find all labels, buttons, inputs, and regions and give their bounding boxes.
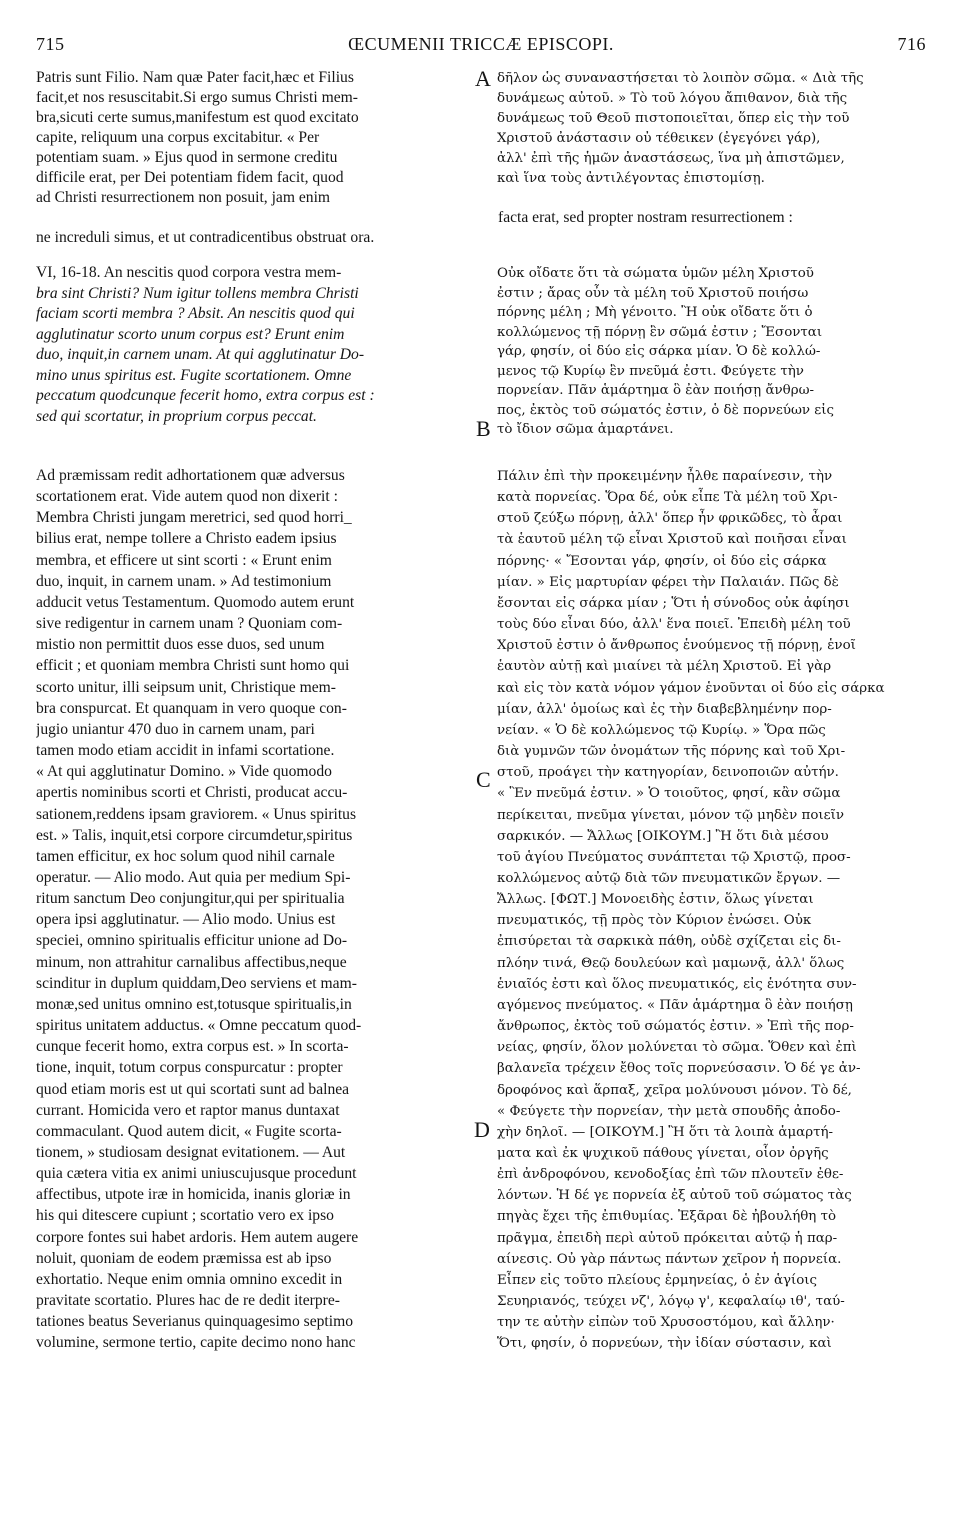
text-line: δροφόνος καὶ ἅρπαξ, χεῖρα μολύνουσι μόνον. Τὸ δέ,: [497, 1082, 852, 1098]
scripture-line: mino unus spiritus est. Fugite scortationem. Omne: [36, 366, 352, 384]
scripture-line: sed qui scortatur, in proprium corpus peccat.: [36, 407, 317, 425]
text-line: speciei, omnino spiritualis efficitur unione ad Do-: [36, 932, 348, 950]
text-line: operatur. — Alio modo. Aut quia per medium Spi-: [36, 868, 351, 886]
text-line: apertis nominibus scorti et Christi, producat accu-: [36, 784, 348, 802]
text-line: cunque fecerit homo, extra corpus est. » In scorta-: [36, 1038, 349, 1056]
text-line: est. » Talis, inquit,etsi corpore circumdetur,spiritus: [36, 826, 353, 844]
text-line: κατὰ πορνείας. Ὅρα δέ, οὐκ εἶπε Τὰ μέλη τοῦ Χρι-: [497, 490, 838, 506]
scripture-line: μενος τῷ Κυρίῳ ἓν πνεῦμά ἐστι. Φεύγετε τὴν: [497, 363, 804, 379]
text-line: jugio uniantur 470 duo in carnem unam, pari: [36, 720, 315, 738]
text-line: πόρνης· « Ἔσονται γάρ, φησίν, οἱ δύο εἰς σάρκα: [497, 553, 827, 569]
scripture-line: πορνείαν. Πᾶν ἁμάρτημα ὃ ἐὰν ποιήσῃ ἄνθρω-: [497, 383, 815, 398]
text-line: αγόμενος πνεύματος. « Πᾶν ἁμάρτημα ὃ ἐὰν ποιήσῃ: [497, 997, 853, 1013]
text-line: Πάλιν ἐπὶ τὴν προκειμένην ἦλθε παραίνεσιν, τὴν: [497, 469, 833, 484]
text-line: ἐπὶ ἀνδροφόνου, κενοδοξίας ἐπὶ τῶν πλουτεῖν ἐθε-: [497, 1167, 844, 1183]
text-line: αίνεσις. Οὐ γὰρ πάντως πάντων χεῖρον ἡ πορνεία.: [497, 1251, 842, 1267]
scripture-line: VI, 16-18. An nescitis quod corpora vestra mem-: [36, 264, 342, 281]
text-line: στοῦ, προάγει τὴν κατηγορίαν, δεινοποιῶν αὐτήν.: [497, 765, 839, 781]
text-line: his qui ditescere cupiunt ; scortatio vero ex ipso: [36, 1207, 334, 1225]
text-line: scorto unitur, illi seipsum unit, Christique mem-: [36, 678, 336, 696]
text-line: ne increduli simus, et ut contradicentibus obstruat ora.: [36, 229, 375, 246]
text-line: duo, inquit, in carnem unam. » Ad testimonium: [36, 572, 332, 590]
text-line: τὰ ἑαυτοῦ μέλη τῷ εἶναι Χριστοῦ καὶ ποιῆσαι εἶναι: [497, 532, 847, 548]
text-line: περίκειται, πνεῦμα γίνεται, μόνον τῷ μηδὲν ποιεῖν: [497, 807, 844, 823]
text-line: currant. Homicida vero et raptor manus duntaxat: [36, 1101, 340, 1119]
text-line: « Φεύγετε τὴν πορνείαν, τὴν μετὰ σπουδῆς ἀποδο-: [497, 1103, 841, 1119]
greek-column-top: [497, 69, 929, 189]
scripture-line: Οὐκ οἴδατε ὅτι τὰ σώματα ὑμῶν μέλη Χριστοῦ: [497, 266, 814, 281]
scripture-line: duo, inquit,in carnem unam. At qui agglutinatur Do-: [36, 346, 365, 363]
text-line: τοῦ ἁγίου Πνεύματος συνάπτεται τῷ Χριστῷ, προσ-: [497, 849, 851, 865]
text-line: noluit, quoniam de eodem præmissa est ab ipso: [36, 1249, 332, 1267]
text-line: νείαν. « Ὁ δὲ κολλώμενος τῷ Κυρίῳ. » Ὅρα πῶς: [497, 722, 826, 738]
text-line: facta erat, sed propter nostram resurrectionem :: [498, 209, 793, 226]
text-line: scortationem erat. Vide autem quod non dixerit :: [36, 488, 338, 506]
text-line: βαλανεῖα τρέχειν ἔθος τοῖς πορνεύσασιν. Ὁ δέ γε ἀν-: [497, 1061, 861, 1077]
text-line: Εἶπεν εἰς τοῦτο πλείους ἑρμηνείας, ὁ ἐν ἁγίοις: [497, 1272, 818, 1288]
text-line: membra, et efficere ut sint scorti : « Erunt enim: [36, 551, 332, 569]
greek-commentary: [497, 466, 929, 1355]
text-line: ἀλλ' ἐπὶ τῆς ἡμῶν ἀναστάσεως, ἵνα μὴ ἀπιστῶμεν,: [497, 151, 845, 166]
scripture-line: peccatum quodcunque fecerit homo, extra corpus est :: [36, 387, 375, 404]
text-line: νείας, φησίν, ὅλον μολύνεται τὸ σῶμα. Ὅθεν καὶ ἐπὶ: [497, 1040, 857, 1056]
text-line: capite, reliquum una corpus excitabitur. « Per: [36, 129, 320, 146]
text-line: καὶ εἰς τὸν κατὰ νόμον γάμον ἑνοῦνται οἱ δύο εἰς σάρκα: [497, 680, 885, 696]
text-line: exhortatio. Neque enim omnia omnino excedit in: [36, 1270, 343, 1288]
text-line: ματα καὶ ἐκ ψυχικοῦ πάθους γίνεται, οἷον ὀργῆς: [497, 1146, 829, 1161]
text-line: spiritus unitatem adductus. « Omne peccatum quod-: [36, 1017, 362, 1035]
text-line: « At qui agglutinatur Domino. » Vide quomodo: [36, 763, 332, 781]
scripture-line: agglutinatur scorto unum corpus est? Erunt enim: [36, 325, 345, 343]
text-line: difficile erat, per Dei potentiam fidem facit, quod: [36, 169, 344, 186]
text-line: quia cætera vitia ex animi uniuscujusque procedunt: [36, 1165, 357, 1183]
text-line: Χριστοῦ ἐστιν ὁ ἄνθρωπος ἑνούμενος τῇ πόρνῃ, ἑνοῖ: [497, 638, 856, 654]
text-line: στοῦ ζεύξω πόρνῃ, ἀλλ' ὅπερ ἦν φρικῶδες, τὸ ἆραι: [497, 511, 843, 527]
text-line: tionem, » studiosam designat evitationem. — Aut: [36, 1144, 346, 1161]
text-line: Χριστοῦ ἀνάστασιν οὐ τέθεικεν (ἐγεγόνει γάρ),: [497, 131, 821, 146]
text-line: volumine, sermone tertio, capite decimo nono hanc: [36, 1334, 356, 1352]
text-line: διὰ γυμνῶν τῶν ὀνομάτων τῆς πόρνης καὶ τοῦ Χρι-: [497, 744, 846, 760]
text-line: monæ,sed unitus omnino est,totusque spiritualis,in: [36, 995, 352, 1013]
text-line: efficit ; et quoniam membra Christi sunt homo qui: [36, 657, 350, 675]
scripture-line: πος, ἐκτὸς τοῦ σώματός ἐστιν, ὁ δὲ πορνεύων εἰς: [497, 402, 834, 418]
text-line: bra conspurcat. Et quanquam in vero quoque con-: [36, 699, 347, 717]
text-line: facit,et nos resuscitabit.Si ergo sumus Christi mem-: [36, 89, 358, 106]
text-line: Ἄλλως. [ΦΩΤ.] Μονοειδὴς ἐστιν, ὅλως γίνεται: [497, 892, 814, 908]
text-line: πνευματικός, τῇ πρὸς τὸν Κύριον ἑνώσει. Οὐκ: [497, 913, 812, 929]
margin-marker-c: C: [476, 767, 491, 792]
latin-scripture-passage: [36, 263, 468, 427]
running-header: [36, 34, 926, 60]
text-line: sationem,reddens ipsam graviorem. « Unus spiritus: [36, 805, 357, 823]
page-number-right: 716: [897, 34, 926, 54]
text-line: opera ipsi agglutinatur. — Alio modo. Unius est: [36, 911, 336, 929]
scripture-line: bra sint Christi? Num igitur tollens membra Christi: [36, 284, 359, 302]
text-line: Patris sunt Filio. Nam quæ Pater facit,hæc et Filius: [36, 69, 354, 86]
text-line: χὴν δηλοῖ. — [ΟΙΚΟΥΜ.] Ἢ ὅτι τὰ λοιπὰ ἁμαρτή-: [497, 1124, 834, 1140]
text-line: ἑαυτὸν αὐτῇ καὶ μιαίνει τὰ μέλη Χριστοῦ. Εἰ γὰρ: [497, 659, 832, 675]
margin-marker-a: A: [475, 66, 491, 91]
full-width-text: [36, 208, 929, 248]
text-line: ad Christi resurrectionem non posuit, jam enim: [36, 189, 331, 206]
text-line: minum, non attrahitur carnalibus affectibus,neque: [36, 953, 347, 971]
text-line: quod etiam moris est ut qui scortati sunt ad balnea: [36, 1080, 350, 1098]
text-line: mistio non permittit duos esse duos, sed unum: [36, 636, 325, 654]
margin-marker-d: D: [474, 1117, 490, 1142]
text-line: commaculant. Quod autem dicit, « Fugite scorta-: [36, 1122, 342, 1140]
text-line: καὶ ἵνα τοὺς ἀντιλέγοντας ἐπιστομίσῃ.: [497, 171, 765, 186]
text-line: « Ἓν πνεῦμά ἐστιν. » Ὁ τοιοῦτος, φησί, κἂν σῶμα: [497, 786, 841, 802]
margin-marker-b: B: [476, 416, 491, 441]
text-line: Ὅτι, φησίν, ὁ πορνεύων, τὴν ἰδίαν σύστασιν, καὶ: [497, 1336, 832, 1352]
text-line: bra,sicuti certe sumus,manifestum est quod excitato: [36, 109, 359, 126]
text-line: πλόην τινά, Θεῷ δουλεύων καὶ μαμωνᾷ, ἀλλ' ὅλως: [497, 955, 845, 971]
latin-commentary: [36, 465, 468, 1354]
text-line: μίαν, ἀλλ' ὁμοίως καὶ ἐς τὴν διαβεβλημένην πορ-: [497, 701, 832, 717]
text-line: sive redigentur in carnem unam ? Quoniam com-: [36, 615, 343, 633]
scripture-line: faciam scorti membra ? Absit. An nescitis quod qui: [36, 305, 355, 322]
text-line: adducit vetus Testamentum. Quomodo autem erunt: [36, 593, 355, 611]
text-line: κολλώμενος αὐτῷ διὰ τῶν πνευματικῶν ἔργων. —: [497, 870, 841, 886]
greek-scripture-passage: [497, 264, 929, 440]
text-line: tationes beatus Severianus quinquagesimo septimo: [36, 1313, 354, 1331]
scripture-line: γάρ, φησίν, οἱ δύο εἰς σάρκα μίαν. Ὁ δὲ κολλώ-: [497, 344, 821, 359]
text-line: λόντων. Ἡ δέ γε πορνεία ἐξ αὐτοῦ τοῦ σώματος τὰς: [497, 1188, 852, 1204]
text-line: δῆλον ὡς συναναστήσεται τὸ λοιπὸν σῶμα. « Διὰ τῆς: [497, 71, 864, 86]
text-line: pravitate scortatio. Plures hac de re dedit iterpre-: [36, 1292, 340, 1310]
text-line: Σευηριανός, τεύχει νζ', λόγῳ γ', κεφαλαίῳ ιθ', ταύ-: [497, 1294, 845, 1310]
text-line: ἄνθρωπος, ἐκτὸς τοῦ σώματός ἐστιν. » Ἐπὶ τῆς πορ-: [497, 1019, 854, 1035]
text-line: corpore fontes sui habet ardoris. Hem autem augere: [36, 1228, 359, 1246]
text-line: δυνάμεως αὐτοῦ. » Τὸ τοῦ λόγου ἄπιθανον, διὰ τῆς: [497, 91, 848, 106]
scripture-line: κολλώμενος τῇ πόρνῃ ἓν σῶμά ἐστιν ; Ἔσονται: [497, 324, 823, 340]
text-line: tamen efficitur, ex hoc solum quod nihil carnale: [36, 847, 335, 865]
text-line: tamen modo etiam accidit in infami scortatione.: [36, 742, 335, 760]
text-line: δυνάμεως τοῦ Θεοῦ πιστοποιεῖται, ὅπερ εἰς τὴν τοῦ: [497, 111, 850, 126]
text-line: ἐπισύρεται τὰ σαρκικὰ πάθη, οὐδὲ σχίζεται εἰς δι-: [497, 934, 841, 950]
page-number-left: 715: [36, 34, 65, 54]
scripture-line: τὸ ἴδιον σῶμα ἁμαρτάνει.: [497, 422, 674, 437]
text-line: ἑνιαῖός ἐστι καὶ ὅλος πνευματικός, εἰς ἑνότητα συν-: [497, 976, 857, 992]
text-line: την τε αὐτὴν εἰπὼν τοῦ Χρυσοστόμου, καὶ ἄλλην·: [497, 1315, 835, 1331]
text-line: tione, inquit, totum corpus conspurcatur : propter: [36, 1059, 343, 1077]
text-line: ritum sanctum Deo conjungitur,qui per spiritualia: [36, 890, 345, 908]
text-line: πρᾶγμα, ἐπειδὴ περὶ αὐτοῦ πρόκειται αὐτῷ ἡ παρ-: [497, 1230, 838, 1246]
text-line: bilius erat, nempe tollere a Christo eadem ipsius: [36, 530, 337, 548]
text-line: scinditur in duplum quiddam,Deo serviens et mam-: [36, 974, 357, 992]
text-line: μίαν. » Εἰς μαρτυρίαν φέρει τὴν Παλαιάν. Πῶς δὲ: [497, 574, 839, 590]
text-line: affectibus, utpote iræ in homicida, inanis gloriæ in: [36, 1186, 351, 1204]
running-title: ŒCUMENII TRICCÆ EPISCOPI.: [348, 34, 614, 54]
text-line: τοὺς δύο εἶναι δύο, ἀλλ' ἕνα ποιεῖ. Ἐπειδὴ μέλη τοῦ: [497, 617, 851, 633]
text-line: πηγὰς ἔχει τῆς ἐπιθυμίας. Ἐξᾶραι δὲ ἠβουλήθη τὸ: [497, 1209, 837, 1225]
text-line: σαρκικόν. — Ἄλλως [ΟΙΚΟΥΜ.] Ἢ ὅτι διὰ μέσου: [497, 828, 829, 844]
text-line: potentiam suam. » Ejus quod in sermone creditu: [36, 149, 338, 166]
scripture-line: πόρνης μέλη ; Μὴ γένοιτο. Ἢ οὐκ οἴδατε ὅτι ὁ: [497, 305, 813, 320]
scripture-line: ἐστιν ; ἄρας οὖν τὰ μέλη τοῦ Χριστοῦ ποιήσω: [497, 285, 809, 301]
latin-column-top: [36, 68, 468, 208]
text-line: Membra Christi jungam meretrici, sed quod horri_: [36, 509, 352, 527]
text-line: Ad præmissam redit adhortationem quæ adversus: [36, 467, 345, 484]
text-line: ἔσονται εἰς σάρκα μίαν ; Ὅτι ἡ σύνοδος οὐκ ἀφίησι: [497, 595, 850, 611]
